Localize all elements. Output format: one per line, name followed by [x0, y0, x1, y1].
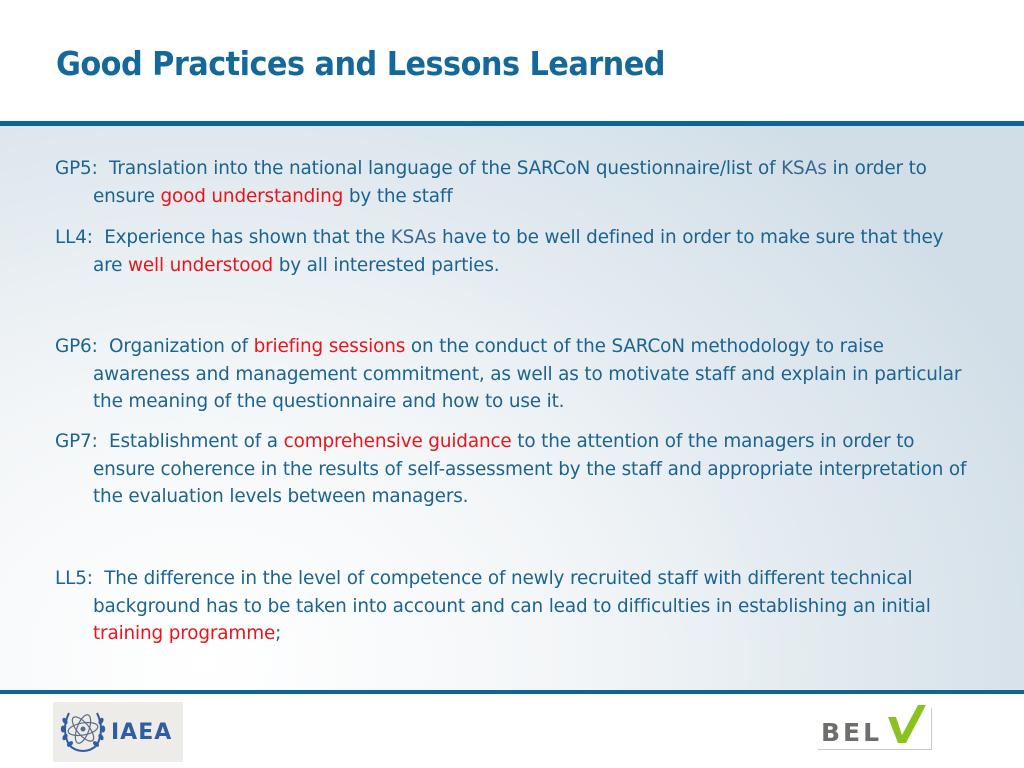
- item-code: GP5:: [55, 158, 110, 179]
- iaea-atom-wreath-icon: [59, 705, 107, 759]
- belv-checkmark-icon: [886, 703, 926, 747]
- belv-logo: [818, 708, 932, 750]
- item-text: by the staff: [343, 185, 453, 207]
- item-code: LL4:: [55, 227, 105, 248]
- item-text: in order to ensure: [93, 158, 927, 207]
- item-text: The difference in the level of competence of newly recruited staff with different technical background has to be taken into account and can lead to difficulties in establishing an initial: [93, 568, 931, 617]
- item-text: have to be well defined in order to make sure that they are: [93, 227, 944, 276]
- list-item-gp5: [55, 155, 975, 210]
- iaea-logo-text: IAEA: [111, 719, 173, 745]
- item-text: Establishment of a: [109, 431, 284, 452]
- ksa-term: KSAs: [390, 227, 437, 248]
- item-code: GP7:: [55, 431, 110, 452]
- highlighted-phrase: good understanding: [160, 185, 344, 207]
- ksa-term: KSAs: [781, 158, 827, 179]
- item-code: LL5:: [55, 568, 105, 589]
- list-item-gp6: [55, 333, 975, 416]
- item-text: to the attention of the managers in order to ensure coherence in the results of self-assessment by the staff and appropriate interpretation of the evaluation levels between managers.: [93, 431, 967, 507]
- highlighted-phrase: training programme: [93, 623, 276, 644]
- item-text: on the conduct of the SARCoN methodology to raise awareness and management commitment, as well as to motivate staff and explain in particular the meaning of the questionnaire and how to use it.: [93, 336, 962, 412]
- list-item-ll5: [55, 565, 975, 648]
- highlighted-phrase: comprehensive guidance: [283, 431, 512, 452]
- iaea-logo: [53, 702, 183, 762]
- list-item-ll4: [55, 224, 975, 279]
- item-text: Organization of: [109, 336, 254, 357]
- item-text: Translation into the national language of the SARCoN questionnaire/list of: [109, 158, 782, 179]
- item-code: GP6:: [55, 336, 110, 357]
- list-item-gp7: [55, 428, 975, 511]
- slide-title: Good Practices and Lessons Learned: [56, 44, 665, 83]
- item-text: by all interested parties.: [273, 254, 500, 276]
- item-text: Experience has shown that the: [104, 227, 391, 248]
- slide-header: [0, 0, 1024, 121]
- belv-logo-text: BEL: [821, 718, 883, 747]
- highlighted-phrase: well understood: [128, 254, 274, 276]
- item-text: ;: [275, 623, 282, 644]
- highlighted-phrase: briefing sessions: [253, 336, 406, 357]
